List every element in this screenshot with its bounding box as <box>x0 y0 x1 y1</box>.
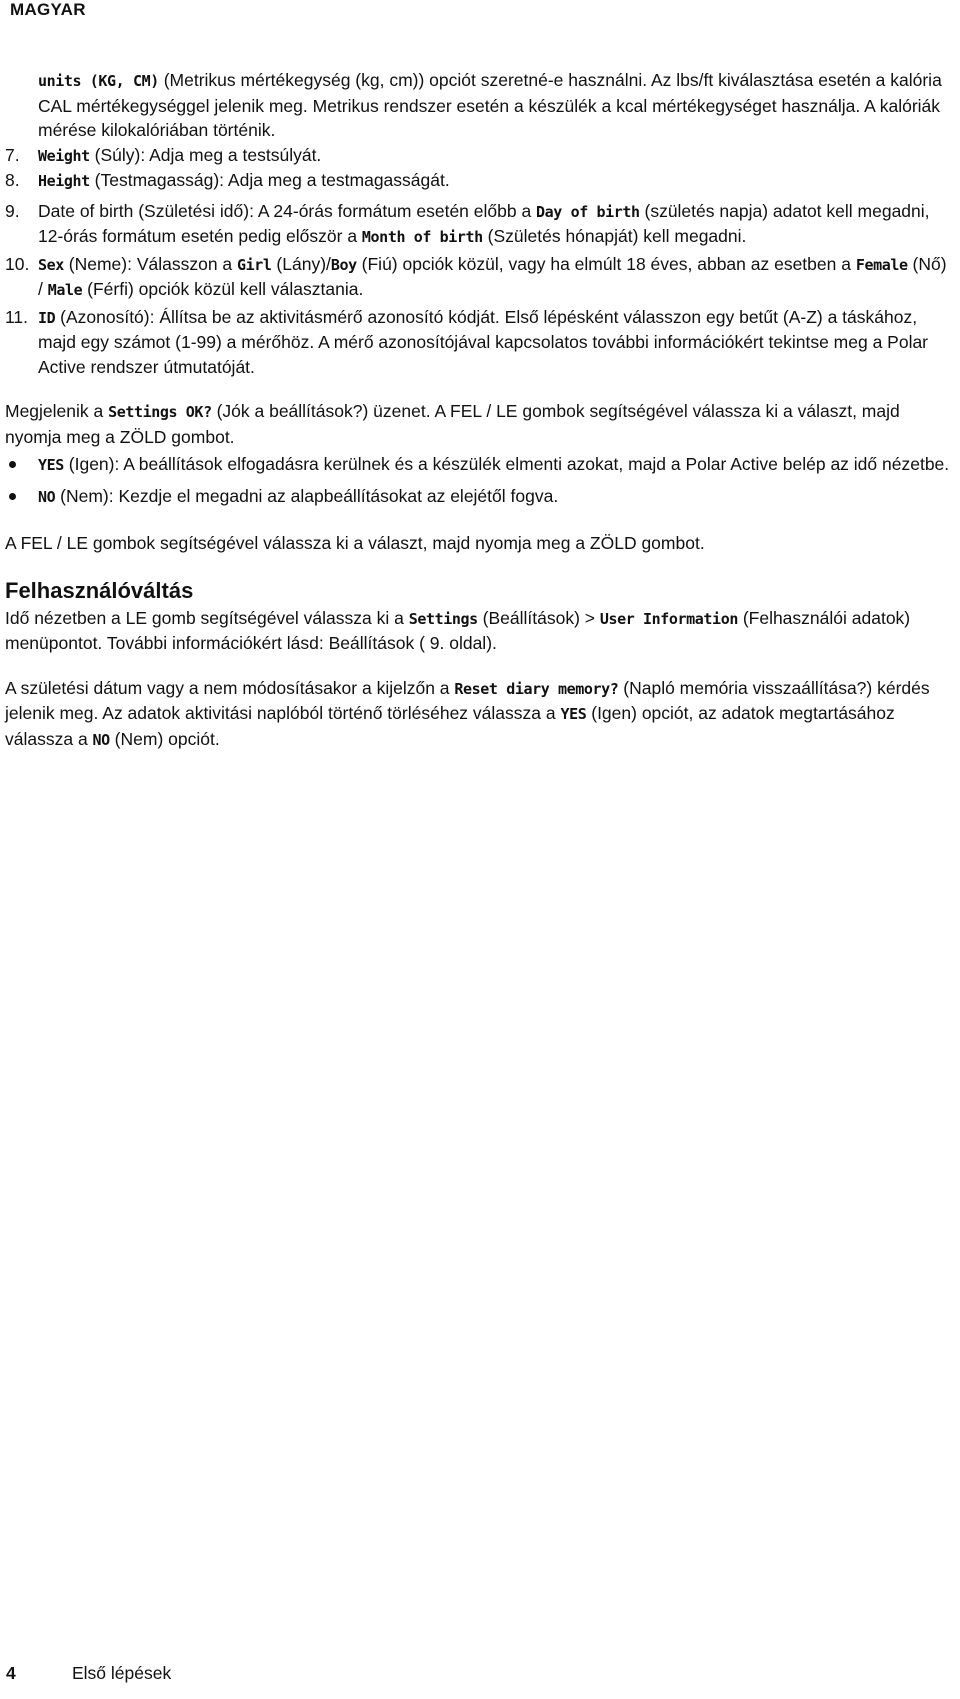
lcd-label-settings-ok: Settings OK? <box>108 403 212 421</box>
bullet-dot-icon <box>9 461 16 468</box>
lcd-label-boy: Boy <box>330 255 357 274</box>
lcd-label-no: NO <box>38 487 56 506</box>
item-text: (Fiú) opciók közül, vagy ha elmúlt 18 éves, abban az esetben a <box>356 253 856 274</box>
lcd-label-reset-diary-memory: Reset diary memory? <box>454 679 619 698</box>
para-text: (Beállítások) > <box>477 607 600 628</box>
item-text: (Súly): Adja meg a testsúlyát. <box>89 144 322 165</box>
item-text: (születés napja) adatot kell megadni, 12-órás formátum esetén pedig először a <box>38 200 930 246</box>
para-text: (Nem) opciót. <box>109 728 220 749</box>
list-item-weight <box>5 143 950 169</box>
lcd-label-female: Female <box>855 255 908 274</box>
lcd-label-day-of-birth: Day of birth <box>536 202 640 221</box>
item-text: Date of birth (Születési idő): A 24-órás formátum esetén előbb a <box>38 200 537 221</box>
lcd-label-id: ID <box>38 308 56 327</box>
item-text: (Neme): Válasszon a <box>63 253 238 274</box>
lcd-label-yes: YES <box>38 456 64 474</box>
item-number: 8. <box>5 170 20 190</box>
page-content <box>5 68 950 752</box>
item-number: 11. <box>5 306 29 327</box>
user-switch-paragraph <box>5 606 950 656</box>
page-footer <box>6 1663 171 1684</box>
list-item-date-of-birth <box>5 199 950 250</box>
list-item-units-continued <box>5 68 950 143</box>
item-number: 9. <box>5 200 20 221</box>
item-number: 7. <box>5 144 20 165</box>
para-text: Megjelenik a <box>5 401 109 421</box>
page-number: 4 <box>6 1663 16 1683</box>
lcd-label-girl: Girl <box>237 255 272 274</box>
item-text: (Testmagasság): Adja meg a testmagasságát. <box>89 170 450 190</box>
lcd-label-settings: Settings <box>408 609 478 628</box>
list-item-id <box>5 305 950 380</box>
bullet-text: (Nem): Kezdje el megadni az alapbeállításokat az elejétől fogva. <box>55 485 559 506</box>
lcd-label-male: Male <box>47 281 83 299</box>
lcd-label-sex: Sex <box>38 255 64 274</box>
para-text: (Napló memória visszaállítása?) kérdés jelenik meg. Az adatok aktivitási naplóból történő törléséhez válassza a <box>5 677 930 723</box>
lcd-label-units: units (KG, CM) <box>38 72 159 90</box>
item-text: (Azonosító): Állítsa be az aktivitásmérő azonosító kódját. Első lépésként válasszon egy betűt (A-Z) a táskához, majd egy számot (1-99) a mérőhöz. A mérő azonosítójával kapcsolatos további információkért tekintse meg a Polar Active rendszer útmutatóját. <box>38 306 929 377</box>
item-text: (Nő) / <box>38 253 947 299</box>
item-text: (Férfi) opciók közül kell választania. <box>82 279 364 299</box>
lcd-label-no: NO <box>92 730 110 749</box>
lcd-label-yes: YES <box>560 705 587 723</box>
item-text: (Lány)/ <box>271 253 331 274</box>
page-header-language: MAGYAR <box>10 0 86 19</box>
bullet-item-yes <box>5 452 950 478</box>
item-text: (Születés hónapját) kell megadni. <box>482 226 747 246</box>
bullet-dot-icon <box>9 493 16 500</box>
para-text: A születési dátum vagy a nem módosításakor a kijelzőn a <box>5 677 455 698</box>
bullet-text: (Igen): A beállítások elfogadásra kerülnek és a készülék elmenti azokat, majd a Polar Active belép az idő nézetbe. <box>63 454 950 474</box>
para-text: (Jók a beállítások?) üzenet. A FEL / LE gombok segítségével válassza ki a választ, majd nyomja meg a ZÖLD gombot. <box>5 401 900 447</box>
reset-diary-paragraph <box>5 676 950 753</box>
bullet-item-no <box>5 484 950 510</box>
footer-section-label: Első lépések <box>72 1663 172 1683</box>
list-item-height <box>5 168 950 194</box>
list-item-sex <box>5 252 950 303</box>
para-text: Idő nézetben a LE gomb segítségével válassza ki a <box>5 607 409 628</box>
section-title: Felhasználóváltás <box>5 577 194 603</box>
lcd-label-user-information: User Information <box>599 609 738 628</box>
settings-ok-paragraph <box>5 399 950 449</box>
final-instruction-paragraph: A FEL / LE gombok segítségével válassza ki a választ, majd nyomja meg a ZÖLD gombot. <box>5 533 705 553</box>
lcd-label-height: Height <box>38 172 90 190</box>
lcd-label-weight: Weight <box>38 146 90 165</box>
para-text: (Felhasználói adatok) menüpontot. További információkért lásd: Beállítások ( 9. oldal). <box>5 607 911 653</box>
para-text: (Igen) opciót, az adatok megtartásához válassza a <box>5 703 895 749</box>
lcd-label-month-of-birth: Month of birth <box>361 228 483 246</box>
item-text: (Metrikus mértékegység (kg, cm)) opciót szeretné-e használni. Az lbs/ft kiválasztása esetén a kalória CAL mértékegységgel jelenik meg. Metrikus rendszer esetén a készülék a kcal mértékegységet használja. A kalóriák mérése kilokalóriában történik. <box>38 70 942 140</box>
item-number: 10. <box>5 253 30 274</box>
